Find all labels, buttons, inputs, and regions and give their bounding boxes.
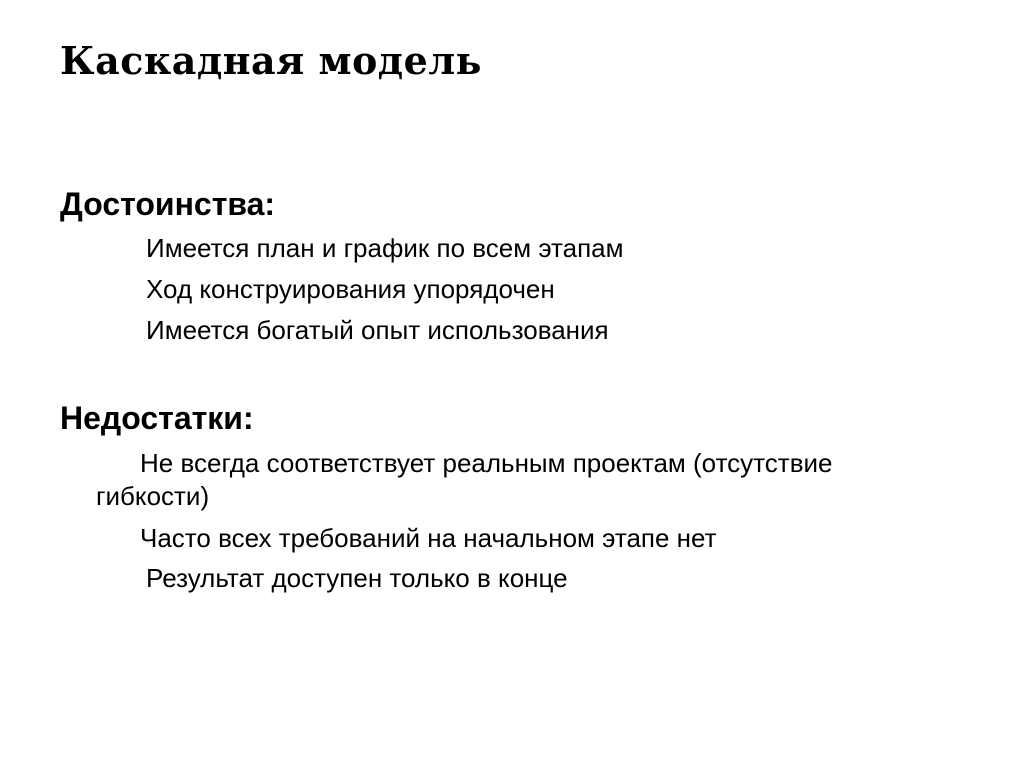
- slide-title: Каскадная модель: [60, 38, 482, 83]
- disadvantage-item: Часто всех требований на начальном этапе нет: [140, 523, 717, 553]
- disadvantages-heading: Недостатки:: [60, 400, 254, 436]
- disadvantage-item-line-1: Не всегда соответствует реальным проектам (отсутствие: [140, 448, 833, 478]
- disadvantage-item: Результат доступен только в конце: [146, 563, 568, 593]
- advantage-item: Ход конструирования упорядочен: [146, 274, 555, 304]
- advantages-heading: Достоинства:: [60, 186, 276, 222]
- advantage-item: Имеется богатый опыт использования: [146, 315, 609, 345]
- disadvantage-item-line-2: гибкости): [96, 481, 210, 511]
- advantage-item: Имеется план и график по всем этапам: [146, 233, 624, 263]
